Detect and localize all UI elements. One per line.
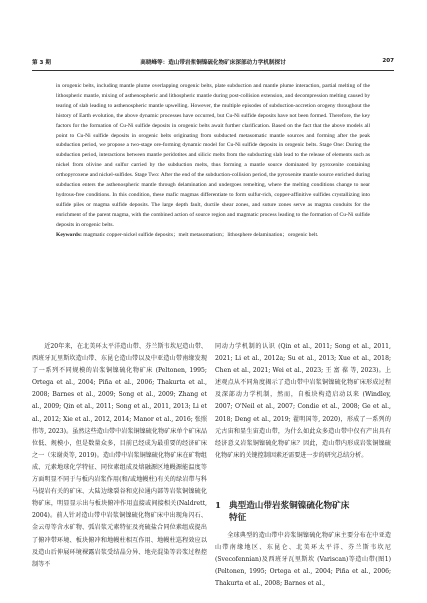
abstract-body: in orogenic belts, including mantle plume overlapping orogenic belts, plate subduction and mantle plume interaction, partial melting of the lithospheric mantle, mixing of asthenospheric and lithospheric mantle during post-collision extension, and decompression melting caused by tearing of slab leading to asthenospheric mantle upwelling. However, the multiple episodes of subduction-accretion orogeny throughout the history of Earth evolution, the above dynamic processes have occurred, but Cu-Ni sulfide deposits have not been formed. Therefore, the key factors for the formation of Cu-Ni sulfide deposits in orogenic belts await further clarification. Based on the fact that the above models all point to Cu-Ni sulfide deposits in orogenic belts originating from subducted metasomatic mantle sources and forming after the peak subduction period, we propose a two-stage ore-forming dynamic model for Cu-Ni sulfide deposits in orogenic belts. Stage One: During the subduction period, interactions between mantle peridotites and silicic melts from the subducting slab lead to the release of elements such as nickel from olivine and sulfur carried by the subduction melts, thus forming a mantle source dominated by pyroxenite containing orthopyroxene and nickel-sulfides. Stage Two: After the end of the subduction-collision period, the pyroxenite mantle source enriched during subduction enters the asthenospheric mantle through delamination and undergoes remelting, where the melting conditions change to near hydrous-free conditions. In this condition, these mafic magmas differentiate to form sulfur-rich, copper-affinitive sulfides crystallizing into sulfide piles or magma sulfide deposits. The large depth fault, ductile shear zones, and suture zones serve as magma conduits for the enrichment of the parent magma, with the combined action of source region and magmatic process leading to the formation of Cu-Ni sulfide deposits in orogenic belts. xyxy=(56,83,370,228)
section-title-line2: 特征 xyxy=(229,513,247,523)
section-title-line1: 典型造山带岩浆铜镍硫化物矿床 xyxy=(229,501,350,511)
section-body xyxy=(215,530,391,590)
running-header xyxy=(32,58,394,71)
intro-paragraph: 近20年来，在北美环太平洋造山带、芬兰斯韦坎尼造山带、西班牙瓦里斯坎造山带、东昆仑造山带以及中亚造山带南缘发现了一系列不同规模的岩浆铜镍硫化物矿床 (Peltonen, 1995; Ortega et al., 2004; Piña et al., 2006; Thakurta et al., 2008; Barnes et al., 2009; Song et al., 2009; Zhang et al., 2009; Qin et al., 2011; Song et al., 2011, 2013; Li et al., 2012; Xie et al., 2012, 2014; Manor et al., 2016; 张照伟等, 2023)。虽然这些造山带中岩浆铜镍硫化物矿床单个矿床品位低、规模小，但是数量众多，目前已经成为最重要的经济矿床之一（宋谢炎等, 2019)。造山带中岩浆铜镍硫化物矿床在矿物组成、元素地球化学特征、同位素组成及熔融源区地幔源能温度等方面明显不同于与板内岩浆作用(和/或地幔柱)有关的绿岩带与科马提岩有关的矿床、大陆边缘裂谷和克拉通内部等岩浆铜镍硫化物矿床，明显显示出与板块俯冲作用直接或间接相关(Naldrett, 2004)。前人针对造山带中岩浆铜镍硫化物矿床中出现角闪石、金云母等含水矿物、弧岩浆元素特征及亮硫盐合同位素组成提出了俯冲带环境、板块俯冲和地幔柱相互作用、地幔柱巡程效应以及造山后伸展环境裸露岩浆受结晶分异、地壳混染等岩浆过程控制等不 xyxy=(32,343,207,568)
right-column xyxy=(215,341,391,462)
section-heading xyxy=(215,500,391,524)
section-number: 1 xyxy=(215,501,221,511)
english-abstract xyxy=(56,82,370,241)
section-paragraph: 全球典型的造山带中岩浆铜镍硫化物矿床主要分布在中亚造山带南缘地区、东昆仑、北美环太平洋、芬兰斯韦坎尼 (Svecofennian)及西班牙瓦里斯坎 (Variscan)等造山带(图1)(Peltonen, 1995; Ortega et al., 2004; Piña et al., 2006; Thakurta et al., 2008; Barnes et al., xyxy=(215,532,391,588)
issue-number: 第 3 期 xyxy=(32,60,51,66)
keywords-text: magmatic copper-nickel sulfide deposits；melt metasomatism；lithosphere delamination；orogenic belt. xyxy=(83,231,319,238)
running-title: 高晓峰等：造山带岩浆铜镍硫化物矿床深部动力学机制探讨 xyxy=(140,60,286,66)
keywords-label: Keywords: xyxy=(56,231,82,238)
page-number: 207 xyxy=(382,58,394,64)
intro-paragraph-continued: 同动力学机制的认识 (Qin et al., 2011; Song et al., 2011, 2021; Li et al., 2012a; Su et al., 2013; Xue et al., 2018; Chen et al., 2021; Wei et al., 2023; 王 富 葆 等, 2023)。上述观点从不同角度揭示了造山带中岩浆铜镍硫化物矿床形成过程及深部动力学机制，然而，自板块构造启动以来 (Windley, 2007; O'Neil et al., 2007; Condie et al., 2008; Ge et al., 2018; Deng et al., 2019; 翟明国等, 2020)，形成了一系列的元古宙和显生宙造山带，为什么如此众多造山带中仅有产出具有经济意义岩浆铜镍硫化物矿床？因此，造山带内形成岩浆铜镍硫化物矿床的关键控制因素还需要进一步的研究总结分析。 xyxy=(215,343,391,459)
left-column xyxy=(32,341,207,571)
